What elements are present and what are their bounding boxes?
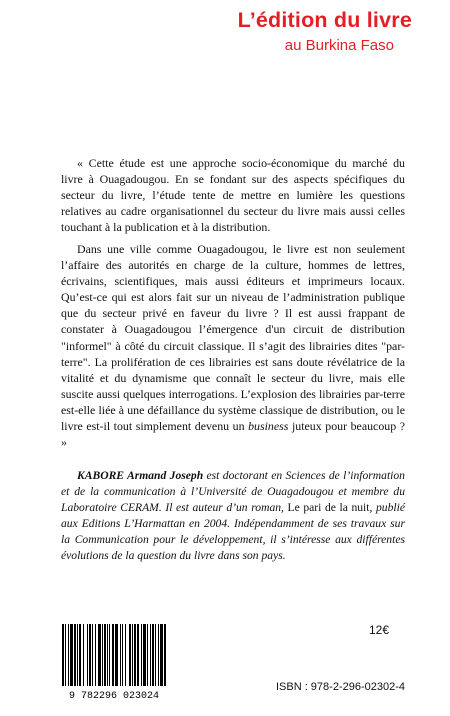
barcode-bar bbox=[147, 624, 148, 686]
barcode-bar bbox=[89, 624, 91, 686]
barcode-bar bbox=[120, 624, 121, 686]
barcode-bar bbox=[83, 624, 84, 686]
blurb-paragraph-2-end: juteux pour beaucoup ? » bbox=[61, 419, 405, 450]
barcode-bar bbox=[137, 624, 139, 686]
barcode-bar bbox=[92, 624, 93, 686]
isbn-label: ISBN : 978-2-296-02302-4 bbox=[275, 681, 405, 693]
price-label: 12€ bbox=[369, 623, 390, 637]
barcode-bar bbox=[102, 624, 103, 686]
author-bio-part-1: est doctorant en Sciences de l’information et de la communication à l’Université de Ouagadougou et membre du Laboratoire CERAM. Il est auteur d’un roman, bbox=[61, 469, 405, 515]
barcode-bar bbox=[79, 624, 81, 686]
author-bio bbox=[61, 468, 405, 565]
barcode-bar bbox=[112, 624, 114, 686]
barcode-bar bbox=[107, 624, 108, 686]
book-title: L’édition du livre bbox=[237, 8, 412, 32]
barcode-bar bbox=[104, 624, 106, 686]
barcode-bar bbox=[152, 624, 154, 686]
author-name: KABORE Armand Joseph bbox=[77, 469, 204, 482]
barcode-bar bbox=[155, 624, 156, 686]
barcode-bar bbox=[68, 624, 69, 686]
blurb-paragraph-2-text: Dans une ville comme Ouagadougou, le livre est non seulement l’affaire des autorités en charge de la culture, hommes de lettres, écrivains, scientifiques, mais aussi éditeurs et imprimeurs locaux. Qu’est-ce qui est alors fait sur un niveau de l’administration publique que du secteur privé en faveur du livre ? Il est aussi frappant de constater à Ouagadougou l’émergence d'un circuit de distribution "informel" à côté du circuit classique. Il s’agit des librairies dites "par-terre". La prolifération de ces librairies est sans doute révélatrice de la vitalité et du dynamisme que connaît le secteur du livre, mais elle suscite aussi quelques interrogations. L’explosion des librairies par-terre est-elle liée à une défaillance du système classique de distribution, ou le livre est-il tout simplement devenu un bbox=[61, 242, 405, 434]
blurb-paragraph-1: « Cette étude est une approche socio-économique du marché du livre à Ouagadougou. En se fondant sur des aspects spécifiques du secteur du livre, l’étude tente de mettre en lumière les questions relatives au cadre organisationnel du secteur du livre mais aussi celles touchant à la publication et à la distribution. bbox=[61, 156, 405, 235]
barcode-bar bbox=[77, 624, 78, 686]
barcode-bar bbox=[62, 624, 64, 686]
barcode-bar bbox=[143, 624, 146, 686]
barcode-bar bbox=[132, 624, 133, 686]
blurb-paragraph-2 bbox=[61, 241, 405, 450]
barcode-bars bbox=[62, 624, 166, 686]
author-bio-part-2: publié aux Editions L’Harmattan en 2004. Indépendamment de ses travaux sur la Communication pour le développement, il s’intéresse aux différentes évolutions de la question du livre dans son pays. bbox=[61, 501, 405, 563]
blurb-emphasis: business bbox=[248, 419, 289, 434]
barcode-bar bbox=[125, 624, 126, 686]
barcode-bar bbox=[164, 624, 166, 686]
barcode-bar bbox=[158, 624, 159, 686]
barcode-bar bbox=[65, 624, 66, 686]
author-book-title: Le pari de la nuit, bbox=[283, 501, 373, 515]
barcode-bar bbox=[74, 624, 76, 686]
barcode-bar bbox=[150, 624, 151, 686]
barcode-bar bbox=[95, 624, 96, 686]
barcode-bar bbox=[122, 624, 123, 686]
barcode-bar bbox=[134, 624, 136, 686]
barcode-digits: 9 782296 023024 bbox=[68, 691, 160, 700]
barcode-bar bbox=[87, 624, 88, 686]
barcode-bar bbox=[98, 624, 101, 686]
barcode-bar bbox=[160, 624, 163, 686]
barcode-bar bbox=[70, 624, 73, 686]
barcode-bar bbox=[109, 624, 110, 686]
barcode-bar bbox=[129, 624, 131, 686]
barcode-bar bbox=[141, 624, 142, 686]
barcode-bar bbox=[115, 624, 118, 686]
book-subtitle: au Burkina Faso bbox=[284, 37, 394, 54]
